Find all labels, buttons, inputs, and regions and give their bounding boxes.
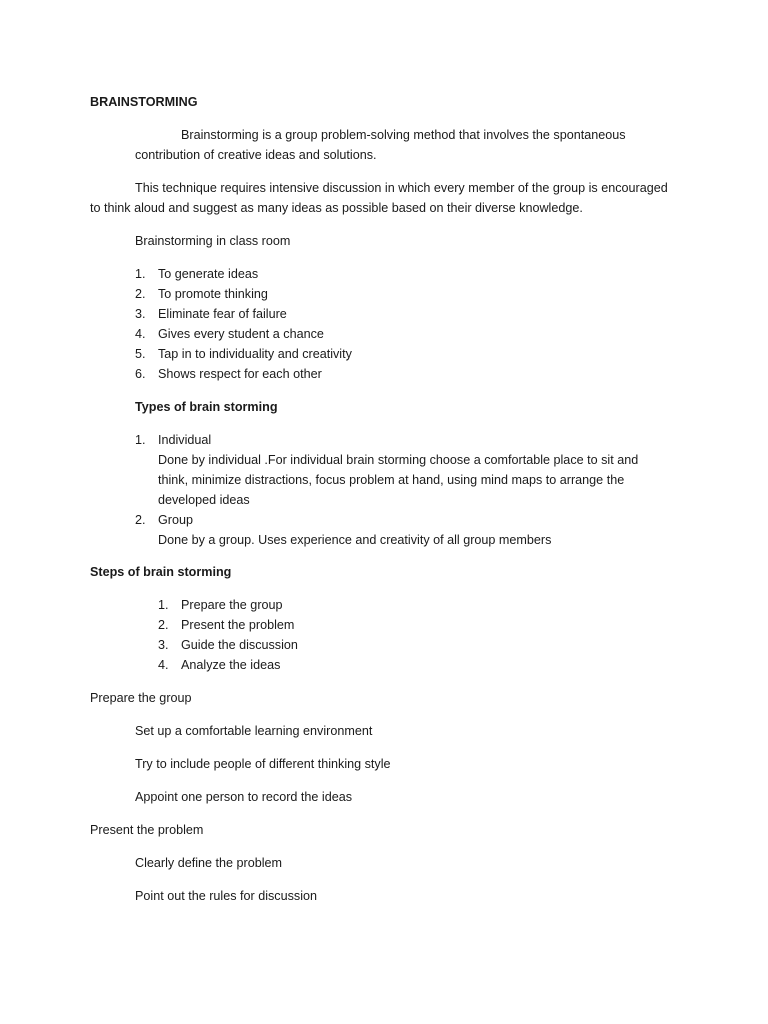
list-text: Guide the discussion [181, 638, 298, 652]
list-number: 2. [135, 513, 146, 527]
type-description-line: Done by individual .For individual brain storming choose a comfortable place to sit and [158, 453, 639, 467]
list-number: 2. [158, 618, 169, 632]
type-description-line: developed ideas [158, 493, 250, 507]
document-title: BRAINSTORMING [90, 95, 198, 109]
prepare-heading: Prepare the group [90, 691, 192, 705]
list-text: Tap in to individuality and creativity [158, 347, 352, 361]
list-number: 6. [135, 367, 146, 381]
list-number: 1. [135, 267, 146, 281]
list-text: Present the problem [181, 618, 295, 632]
list-text: Prepare the group [181, 598, 283, 612]
type-name: Group [158, 513, 194, 527]
list-text: To promote thinking [158, 287, 268, 301]
steps-heading: Steps of brain storming [90, 565, 232, 579]
list-text: To generate ideas [158, 267, 259, 281]
list-text: Gives every student a chance [158, 327, 324, 341]
type-name: Individual [158, 433, 212, 447]
type-description-line: Done by a group. Uses experience and creativity of all group members [158, 533, 552, 547]
list-text: Eliminate fear of failure [158, 307, 287, 321]
list-text: Shows respect for each other [158, 367, 322, 381]
classroom-heading: Brainstorming in class room [135, 234, 291, 248]
list-number: 3. [158, 638, 169, 652]
technique-line-2: to think aloud and suggest as many ideas as possible based on their diverse knowledge. [90, 201, 583, 215]
intro-line-1: Brainstorming is a group problem-solving method that involves the spontaneous [181, 128, 626, 142]
present-heading: Present the problem [90, 823, 204, 837]
list-number: 5. [135, 347, 146, 361]
list-number: 3. [135, 307, 146, 321]
list-number: 4. [158, 658, 169, 672]
present-point: Point out the rules for discussion [135, 889, 318, 903]
present-point: Clearly define the problem [135, 856, 283, 870]
list-number: 1. [135, 433, 146, 447]
prepare-point: Set up a comfortable learning environment [135, 724, 373, 738]
prepare-point: Appoint one person to record the ideas [135, 790, 353, 804]
list-number: 1. [158, 598, 169, 612]
type-description-line: think, minimize distractions, focus problem at hand, using mind maps to arrange the [158, 473, 625, 487]
list-number: 4. [135, 327, 146, 341]
list-number: 2. [135, 287, 146, 301]
list-text: Analyze the ideas [181, 658, 281, 672]
intro-line-2: contribution of creative ideas and solutions. [135, 148, 377, 162]
types-heading: Types of brain storming [135, 400, 278, 414]
technique-line-1: This technique requires intensive discussion in which every member of the group is encouraged [135, 181, 668, 195]
prepare-point: Try to include people of different thinking style [135, 757, 391, 771]
